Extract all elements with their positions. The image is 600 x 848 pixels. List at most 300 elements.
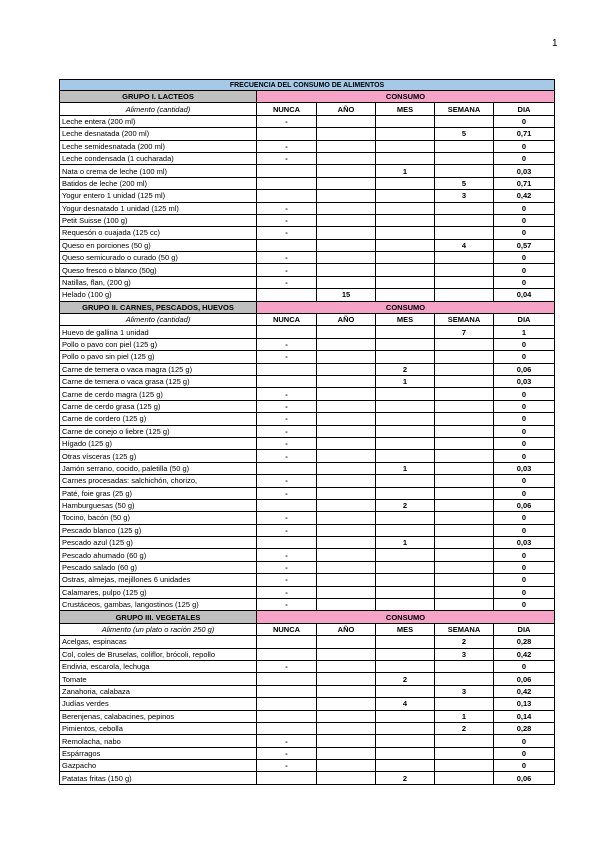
cell-mes xyxy=(376,190,435,202)
cell-dia: 0 xyxy=(494,735,555,747)
cell-ano xyxy=(317,599,376,611)
cell-ano xyxy=(317,413,376,425)
cell-mes xyxy=(376,685,435,697)
food-name: Leche semidesnatada (200 ml) xyxy=(60,140,257,152)
table-row xyxy=(60,475,555,487)
food-name: Leche entera (200 ml) xyxy=(60,115,257,127)
column-header: AÑO xyxy=(317,103,376,115)
cell-mes xyxy=(376,276,435,288)
table-row xyxy=(60,375,555,387)
food-name: Ostras, almejas, mejillones 6 unidades xyxy=(60,574,257,586)
cell-nunca: - xyxy=(257,252,317,264)
cell-mes xyxy=(376,549,435,561)
cell-nunca: - xyxy=(257,586,317,598)
food-name: Calamares, pulpo (125 g) xyxy=(60,586,257,598)
cell-ano xyxy=(317,648,376,660)
cell-ano xyxy=(317,698,376,710)
cell-dia: 0 xyxy=(494,400,555,412)
table-row xyxy=(60,636,555,648)
cell-nunca: - xyxy=(257,214,317,226)
cell-semana xyxy=(435,363,494,375)
table-row xyxy=(60,710,555,722)
cell-semana xyxy=(435,214,494,226)
cell-mes xyxy=(376,289,435,301)
cell-dia: 0 xyxy=(494,425,555,437)
cell-ano xyxy=(317,425,376,437)
cell-ano xyxy=(317,363,376,375)
food-name: Batidos de leche (200 ml) xyxy=(60,177,257,189)
table-row xyxy=(60,252,555,264)
cell-nunca xyxy=(257,499,317,511)
cell-nunca: - xyxy=(257,561,317,573)
cell-dia: 0 xyxy=(494,747,555,759)
column-header: SEMANA xyxy=(435,623,494,635)
cell-mes xyxy=(376,710,435,722)
food-name: Queso fresco o blanco (50g) xyxy=(60,264,257,276)
cell-ano xyxy=(317,537,376,549)
cell-mes xyxy=(376,252,435,264)
cell-semana xyxy=(435,450,494,462)
table-row xyxy=(60,190,555,202)
cell-dia: 0,03 xyxy=(494,537,555,549)
cell-semana: 3 xyxy=(435,190,494,202)
table-row xyxy=(60,599,555,611)
cell-ano xyxy=(317,351,376,363)
cell-dia: 0 xyxy=(494,586,555,598)
cell-dia: 0,03 xyxy=(494,165,555,177)
column-header: NUNCA xyxy=(257,623,317,635)
cell-ano xyxy=(317,326,376,338)
food-name: Carnes procesadas: salchichón, chorizo, xyxy=(60,475,257,487)
food-name: Leche desnatada (200 ml) xyxy=(60,128,257,140)
table-row xyxy=(60,549,555,561)
cell-nunca: - xyxy=(257,276,317,288)
cell-dia: 1 xyxy=(494,326,555,338)
cell-nunca: - xyxy=(257,760,317,772)
food-frequency-table xyxy=(59,79,555,785)
food-name: Yogur desnatado 1 unidad (125 ml) xyxy=(60,202,257,214)
cell-dia: 0 xyxy=(494,660,555,672)
cell-nunca: - xyxy=(257,450,317,462)
table-row xyxy=(60,214,555,226)
column-header: MES xyxy=(376,623,435,635)
table-row xyxy=(60,363,555,375)
table-row xyxy=(60,152,555,164)
cell-mes xyxy=(376,152,435,164)
food-column-header: Alimento (cantidad) xyxy=(60,314,257,326)
column-header: NUNCA xyxy=(257,103,317,115)
cell-semana xyxy=(435,599,494,611)
cell-mes xyxy=(376,747,435,759)
cell-semana xyxy=(435,586,494,598)
cell-semana xyxy=(435,524,494,536)
column-header: MES xyxy=(376,103,435,115)
cell-ano xyxy=(317,499,376,511)
cell-nunca: - xyxy=(257,437,317,449)
cell-ano xyxy=(317,636,376,648)
cell-ano xyxy=(317,722,376,734)
cell-ano xyxy=(317,660,376,672)
food-name: Espárragos xyxy=(60,747,257,759)
cell-ano xyxy=(317,772,376,784)
column-header: NUNCA xyxy=(257,314,317,326)
cell-semana xyxy=(435,772,494,784)
page-number: 1 xyxy=(552,38,558,49)
cell-semana xyxy=(435,252,494,264)
cell-dia: 0 xyxy=(494,561,555,573)
cell-dia: 0 xyxy=(494,549,555,561)
table-row xyxy=(60,165,555,177)
group-header-row xyxy=(60,301,555,313)
cell-nunca: - xyxy=(257,660,317,672)
table-row xyxy=(60,128,555,140)
cell-ano xyxy=(317,561,376,573)
cell-mes: 2 xyxy=(376,499,435,511)
cell-ano xyxy=(317,574,376,586)
cell-semana: 3 xyxy=(435,648,494,660)
cell-nunca: - xyxy=(257,549,317,561)
cell-semana xyxy=(435,202,494,214)
cell-nunca: - xyxy=(257,413,317,425)
cell-semana xyxy=(435,660,494,672)
cell-mes: 1 xyxy=(376,165,435,177)
food-name: Remolacha, nabo xyxy=(60,735,257,747)
cell-dia: 0 xyxy=(494,437,555,449)
cell-dia: 0 xyxy=(494,599,555,611)
cell-nunca xyxy=(257,673,317,685)
table-row xyxy=(60,524,555,536)
table-row xyxy=(60,772,555,784)
food-name: Helado (100 g) xyxy=(60,289,257,301)
cell-dia: 0,14 xyxy=(494,710,555,722)
cell-nunca: - xyxy=(257,599,317,611)
table-row xyxy=(60,326,555,338)
table-row xyxy=(60,351,555,363)
table-row xyxy=(60,760,555,772)
cell-ano xyxy=(317,190,376,202)
cell-ano xyxy=(317,252,376,264)
cell-semana xyxy=(435,375,494,387)
cell-dia: 0,03 xyxy=(494,375,555,387)
cell-ano xyxy=(317,586,376,598)
food-name: Carne de cordero (125 g) xyxy=(60,413,257,425)
cell-semana xyxy=(435,165,494,177)
cell-semana: 2 xyxy=(435,722,494,734)
consumo-header: CONSUMO xyxy=(257,91,555,103)
table-row xyxy=(60,388,555,400)
table-row xyxy=(60,276,555,288)
food-name: Berenjenas, calabacines, pepinos xyxy=(60,710,257,722)
cell-nunca: - xyxy=(257,152,317,164)
cell-semana xyxy=(435,351,494,363)
cell-dia: 0,42 xyxy=(494,685,555,697)
cell-ano xyxy=(317,152,376,164)
food-name: Hamburguesas (50 g) xyxy=(60,499,257,511)
cell-semana xyxy=(435,425,494,437)
cell-mes xyxy=(376,512,435,524)
table-row xyxy=(60,648,555,660)
cell-nunca xyxy=(257,190,317,202)
cell-ano xyxy=(317,475,376,487)
cell-semana xyxy=(435,760,494,772)
cell-nunca xyxy=(257,128,317,140)
table-row xyxy=(60,722,555,734)
cell-mes xyxy=(376,413,435,425)
cell-nunca: - xyxy=(257,351,317,363)
cell-nunca: - xyxy=(257,425,317,437)
food-name: Leche condensada (1 cucharada) xyxy=(60,152,257,164)
cell-semana: 5 xyxy=(435,177,494,189)
cell-semana xyxy=(435,574,494,586)
food-name: Queso semicurado o curado (50 g) xyxy=(60,252,257,264)
cell-semana xyxy=(435,276,494,288)
food-name: Queso en porciones (50 g) xyxy=(60,239,257,251)
cell-mes xyxy=(376,140,435,152)
food-name: Crustáceos, gambas, langostinos (125 g) xyxy=(60,599,257,611)
food-name: Nata o crema de leche (100 ml) xyxy=(60,165,257,177)
food-name: Pescado ahumado (60 g) xyxy=(60,549,257,561)
food-name: Patatas fritas (150 g) xyxy=(60,772,257,784)
cell-ano xyxy=(317,140,376,152)
cell-ano xyxy=(317,685,376,697)
table-row xyxy=(60,512,555,524)
cell-dia: 0 xyxy=(494,276,555,288)
cell-nunca xyxy=(257,722,317,734)
column-header: DIA xyxy=(494,623,555,635)
food-name: Pimientos, cebolla xyxy=(60,722,257,734)
column-header: AÑO xyxy=(317,314,376,326)
cell-dia: 0,13 xyxy=(494,698,555,710)
cell-mes xyxy=(376,636,435,648)
column-header: MES xyxy=(376,314,435,326)
table-row xyxy=(60,450,555,462)
food-name: Hígado (125 g) xyxy=(60,437,257,449)
cell-mes xyxy=(376,487,435,499)
cell-dia: 0,42 xyxy=(494,190,555,202)
table-row xyxy=(60,437,555,449)
cell-nunca xyxy=(257,239,317,251)
column-header: DIA xyxy=(494,103,555,115)
group-title: GRUPO II. CARNES, PESCADOS, HUEVOS xyxy=(60,301,257,313)
cell-semana xyxy=(435,735,494,747)
cell-dia: 0 xyxy=(494,413,555,425)
cell-dia: 0,06 xyxy=(494,499,555,511)
cell-ano xyxy=(317,524,376,536)
cell-mes xyxy=(376,437,435,449)
table-row xyxy=(60,177,555,189)
cell-ano xyxy=(317,276,376,288)
group-title: GRUPO III. VEGETALES xyxy=(60,611,257,623)
consumo-header: CONSUMO xyxy=(257,301,555,313)
cell-ano xyxy=(317,239,376,251)
cell-mes xyxy=(376,760,435,772)
cell-dia: 0,71 xyxy=(494,128,555,140)
cell-dia: 0 xyxy=(494,524,555,536)
cell-dia: 0 xyxy=(494,760,555,772)
table-row xyxy=(60,499,555,511)
cell-semana xyxy=(435,400,494,412)
cell-semana: 5 xyxy=(435,128,494,140)
cell-nunca: - xyxy=(257,735,317,747)
cell-nunca: - xyxy=(257,475,317,487)
cell-nunca: - xyxy=(257,140,317,152)
cell-mes xyxy=(376,239,435,251)
table-row xyxy=(60,487,555,499)
table-row xyxy=(60,239,555,251)
cell-ano xyxy=(317,375,376,387)
cell-semana xyxy=(435,289,494,301)
cell-ano xyxy=(317,437,376,449)
cell-mes: 1 xyxy=(376,537,435,549)
cell-nunca: - xyxy=(257,487,317,499)
cell-mes xyxy=(376,660,435,672)
food-name: Acelgas, espinacas xyxy=(60,636,257,648)
cell-semana xyxy=(435,152,494,164)
cell-ano xyxy=(317,128,376,140)
cell-semana xyxy=(435,475,494,487)
group-title: GRUPO I. LACTEOS xyxy=(60,91,257,103)
cell-ano xyxy=(317,177,376,189)
column-header-row xyxy=(60,103,555,115)
food-column-header: Alimento (un plato o ración 250 g) xyxy=(60,623,257,635)
cell-semana: 7 xyxy=(435,326,494,338)
cell-mes: 4 xyxy=(376,698,435,710)
cell-mes: 2 xyxy=(376,363,435,375)
food-name: Jamón serrano, cocido, paletilla (50 g) xyxy=(60,462,257,474)
cell-semana xyxy=(435,673,494,685)
cell-semana xyxy=(435,499,494,511)
cell-dia: 0,28 xyxy=(494,722,555,734)
cell-nunca xyxy=(257,165,317,177)
food-name: Requesón o cuajada (125 cc) xyxy=(60,227,257,239)
cell-mes xyxy=(376,735,435,747)
cell-ano xyxy=(317,710,376,722)
cell-ano xyxy=(317,115,376,127)
table-row xyxy=(60,338,555,350)
table-row xyxy=(60,561,555,573)
cell-nunca xyxy=(257,636,317,648)
food-name: Pollo o pavo sin piel (125 g) xyxy=(60,351,257,363)
cell-dia: 0,28 xyxy=(494,636,555,648)
cell-mes xyxy=(376,586,435,598)
food-name: Tocino, bacón (50 g) xyxy=(60,512,257,524)
cell-ano xyxy=(317,202,376,214)
cell-semana: 4 xyxy=(435,239,494,251)
cell-mes xyxy=(376,599,435,611)
cell-mes: 1 xyxy=(376,375,435,387)
food-name: Pescado blanco (125 g) xyxy=(60,524,257,536)
cell-mes xyxy=(376,177,435,189)
cell-mes xyxy=(376,574,435,586)
group-header-row xyxy=(60,611,555,623)
cell-mes: 2 xyxy=(376,673,435,685)
cell-mes xyxy=(376,202,435,214)
food-name: Carne de conejo o liebre (125 g) xyxy=(60,425,257,437)
table-row xyxy=(60,462,555,474)
cell-semana xyxy=(435,264,494,276)
column-header: SEMANA xyxy=(435,103,494,115)
cell-dia: 0,06 xyxy=(494,772,555,784)
cell-nunca xyxy=(257,698,317,710)
cell-nunca xyxy=(257,363,317,375)
cell-ano xyxy=(317,264,376,276)
cell-ano: 15 xyxy=(317,289,376,301)
cell-semana xyxy=(435,462,494,474)
table-title: FRECUENCIA DEL CONSUMO DE ALIMENTOS xyxy=(60,80,555,91)
cell-dia: 0 xyxy=(494,338,555,350)
food-name: Carne de ternera o vaca grasa (125 g) xyxy=(60,375,257,387)
cell-ano xyxy=(317,388,376,400)
cell-dia: 0 xyxy=(494,512,555,524)
cell-mes: 1 xyxy=(376,462,435,474)
cell-nunca xyxy=(257,772,317,784)
cell-nunca xyxy=(257,462,317,474)
cell-semana xyxy=(435,747,494,759)
table-row xyxy=(60,115,555,127)
cell-dia: 0 xyxy=(494,152,555,164)
cell-dia: 0 xyxy=(494,140,555,152)
cell-dia: 0 xyxy=(494,487,555,499)
cell-nunca: - xyxy=(257,574,317,586)
cell-nunca: - xyxy=(257,524,317,536)
cell-dia: 0,06 xyxy=(494,673,555,685)
cell-semana xyxy=(435,487,494,499)
table-row xyxy=(60,425,555,437)
food-name: Pollo o pavo con piel (125 g) xyxy=(60,338,257,350)
cell-nunca: - xyxy=(257,400,317,412)
cell-dia: 0 xyxy=(494,388,555,400)
cell-semana xyxy=(435,140,494,152)
food-name: Gazpacho xyxy=(60,760,257,772)
cell-ano xyxy=(317,450,376,462)
consumo-header: CONSUMO xyxy=(257,611,555,623)
food-name: Endivia, escarola, lechuga xyxy=(60,660,257,672)
cell-dia: 0 xyxy=(494,264,555,276)
cell-dia: 0 xyxy=(494,574,555,586)
cell-mes xyxy=(376,115,435,127)
food-name: Natillas, flan, (200 g) xyxy=(60,276,257,288)
food-name: Zanahoria, calabaza xyxy=(60,685,257,697)
cell-dia: 0 xyxy=(494,115,555,127)
cell-mes xyxy=(376,561,435,573)
cell-dia: 0 xyxy=(494,202,555,214)
food-name: Paté, foie gras (25 g) xyxy=(60,487,257,499)
cell-nunca: - xyxy=(257,388,317,400)
table-row xyxy=(60,400,555,412)
food-name: Petit Suisse (100 g) xyxy=(60,214,257,226)
table-row xyxy=(60,227,555,239)
cell-ano xyxy=(317,760,376,772)
cell-dia: 0,42 xyxy=(494,648,555,660)
table-row xyxy=(60,685,555,697)
cell-semana xyxy=(435,698,494,710)
cell-dia: 0,06 xyxy=(494,363,555,375)
cell-mes xyxy=(376,400,435,412)
column-header: SEMANA xyxy=(435,314,494,326)
cell-nunca: - xyxy=(257,264,317,276)
cell-mes xyxy=(376,722,435,734)
food-name: Huevo de gallina 1 unidad xyxy=(60,326,257,338)
cell-mes xyxy=(376,214,435,226)
cell-ano xyxy=(317,747,376,759)
cell-mes xyxy=(376,326,435,338)
food-name: Carne de cerdo magra (125 g) xyxy=(60,388,257,400)
cell-semana xyxy=(435,437,494,449)
cell-nunca: - xyxy=(257,115,317,127)
cell-ano xyxy=(317,549,376,561)
cell-nunca xyxy=(257,177,317,189)
food-name: Col, coles de Bruselas, coliflor, brócoli, repollo xyxy=(60,648,257,660)
